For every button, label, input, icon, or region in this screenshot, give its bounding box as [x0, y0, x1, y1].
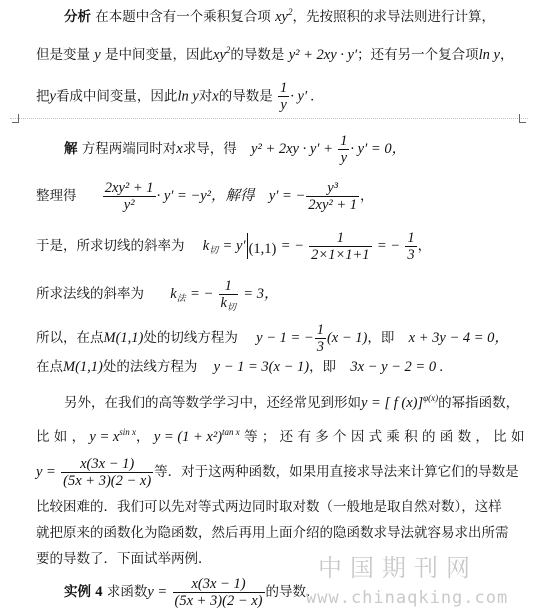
extra-line-1: 另外，在我们的高等数学学习中，还经常见到形如y = [ f (x)]$^{\varphi(x)}$的幂指函数，: [64, 393, 520, 411]
simplify-line: 整理得 $\frac{\text{2xy² + 1}}{\text{y²}}$ · y′ = −y²，解得 y′ = − $\frac{\text{y³}}{\text{2xy² + 1}}$ ，: [36, 179, 374, 213]
extra-line-6: 要的导数了．下面试举两例．: [36, 551, 212, 567]
solution-line: 解 方程两端同时对x求导，得 y² + 2xy · y′ + $\frac{1}{y}$ · y′ = 0，: [64, 132, 407, 166]
fraction: $\frac{x(3x - 1)}{(5x + 3)(2 - x)}$: [63, 455, 152, 489]
fraction: $\frac{1}{y}$: [280, 80, 288, 113]
example-label: 实例: [64, 584, 91, 600]
fraction: $\frac{1}{3}$: [316, 321, 324, 355]
example-line: 实例 4 求函数y = $\frac{x(3x - 1)}{(5x + 3)(2 - x)}$ 的导数.: [64, 575, 311, 609]
extra-line-2: 比 如 ， $y = x^{sin x}$， $y = (1 + x^2)^{tan x}$ 等 ； 还 有 多 个 因 式 乘 积 的 函 数 ， 比 如: [36, 427, 525, 445]
fraction: $\frac{x(3x - 1)}{(5x + 3)(2 - x)}$: [174, 575, 263, 609]
normal-slope-line: 所求法线的斜率为 $k_法$ = − $\frac{1}{k_切}$ = 3，: [36, 277, 279, 312]
page-corner-mark: [12, 114, 19, 123]
fraction: $\frac{1}{3}$: [407, 229, 415, 263]
fraction: $\frac{1}{y}$: [340, 132, 348, 166]
evaluation-bar: [247, 233, 248, 259]
derivative-expression: y² + 2xy · y′: [288, 47, 358, 63]
tangent-equation-line: 所以，在点M(1,1)处的切线方程为 y − 1 = − $\frac{1}{3}$ (x − 1)，即 x + 3y − 4 = 0，: [36, 321, 509, 355]
watermark-cn: 中国期刊网: [318, 554, 478, 582]
page-corner-mark: [519, 114, 526, 123]
solution-heading: 解: [64, 141, 78, 157]
fraction: $\frac{1}{2\times 1\times 1+1}$: [311, 229, 370, 263]
tangent-slope-line: 于是，所求切线的斜率为 $k_切 = y'$ $_{(1,1)}$ = − $\frac{1}{2\times 1\times 1+1}$ = − $\frac{1}{3}$ ，: [36, 229, 432, 263]
analysis-line-2: 但是变量 y 是中间变量，因此$xy^2$的导数是 y² + 2xy · y′；还有另一个复合项ln y，: [36, 45, 514, 63]
watermark-url: www.chinaqking.com: [306, 588, 509, 608]
extra-line-5: 就把原来的函数化为隐函数，然后再用上面介绍的隐函数求导法就容易求出所需: [36, 525, 509, 541]
page-separator: [10, 118, 528, 119]
fraction: $\frac{\text{2xy² + 1}}{\text{y²}}$: [104, 179, 154, 213]
fraction: $\frac{1}{k_切}$: [220, 277, 236, 312]
analysis-heading: 分析: [64, 9, 91, 25]
analysis-line-3: 把y看成中间变量，因此ln y对x的导数是 $\frac{1}{y}$ · y′ .: [36, 80, 315, 113]
fraction: $\frac{\text{y³}}{\text{2xy² + 1}}$: [308, 179, 358, 213]
analysis-line-1: 分析 在本题中含有一个乘积复合项 $xy^2$，先按照积的求导法则进行计算，: [64, 7, 495, 25]
extra-line-4: 比较困难的．我们可以先对等式两边同时取对数（一般地是取自然对数），这样: [36, 499, 502, 515]
extra-line-3: y = $\frac{x(3x - 1)}{(5x + 3)(2 - x)}$ 等．对于这两种函数，如果用直接求导法来计算它们的导数是: [36, 455, 519, 489]
normal-equation-line: 在点M(1,1)处的法线方程为 y − 1 = 3(x − 1)，即 3x − y − 2 = 0 .: [36, 359, 444, 375]
